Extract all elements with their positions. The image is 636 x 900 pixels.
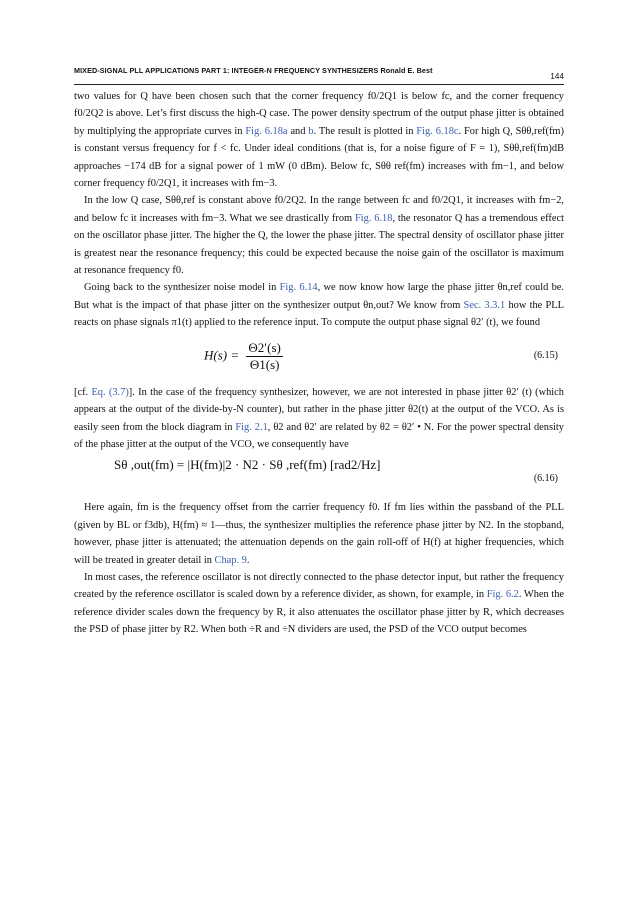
- paragraph-5: [74, 499, 564, 569]
- chapter-link[interactable]: Chap. 9: [214, 554, 247, 566]
- paragraph-text: In the low Q case, Sθθ,ref is constant above f0/2Q2. In the range between fc and f0/2Q1, it increases with fm−2, and below fc it increases with fm−3. What we see drastically from: [74, 195, 564, 224]
- figure-link[interactable]: Fig. 2.1: [235, 421, 268, 433]
- running-title-text: MIXED-SIGNAL PLL APPLICATIONS PART 1: INTEGER-N FREQUENCY SYNTHESIZERS: [74, 66, 379, 75]
- figure-link[interactable]: b: [308, 125, 314, 137]
- paragraph-3: [74, 279, 564, 331]
- paragraph-text: , the resonator Q has a tremendous effect on the oscillator phase jitter. The higher the Q, the lower the phase jitter. The spectral density of oscillator phase jitter is greatest near the resonance frequency; this could be expected because the noise gain of the oscillator is maximum at resonance frequency f0.: [74, 212, 564, 277]
- figure-link[interactable]: Fig. 6.18c: [416, 125, 459, 137]
- paragraph-text: . For high Q, Sθθ,ref(fm) is constant versus frequency for f < fc. Under ideal conditions (that is, for a noise figure of F = 1), Sθθ,ref(fm)dB approaches −174 dB for a signal power of 1 mW (0 dBm). Below fc, Sθθ ref(fm) increases with fm−1, and below corner frequency f0/2Q1, it increases with fm−3.: [74, 125, 564, 190]
- figure-link[interactable]: Fig. 6.18: [354, 212, 393, 224]
- figure-link[interactable]: Fig. 6.2: [486, 589, 519, 601]
- paragraph-text: Going back to the synthesizer noise model in: [84, 282, 277, 294]
- paragraph-text: Here again, fm is the frequency offset from the carrier frequency f0. If fm lies within the passband of the PLL (given by BL or f3db), H(fm) ≈ 1—thus, the synthesizer multiplies the reference phase jitter by N2. In the stopband, however, phase jitter is attenuated; the attenuation depends on the gain roll-off of H(f) at higher frequencies, which will be treated in greater detail in: [74, 502, 564, 566]
- equation-6-16: [74, 455, 564, 495]
- equation-formula: Sθ ,out(fm) = |H(fm)|2 · N2 · Sθ ,ref(fm) [rad2/Hz]: [114, 457, 381, 473]
- paragraph-text: two values for Q have been chosen such that the corner frequency f0/2Q1 is below fc, and the corner frequency f0/2Q2 is above. Let’s first discuss the high-Q case. The power density spectrum of the output phase jitter is obtained by multiplying the appropriate curves in: [74, 91, 564, 137]
- fraction-denominator: Θ1(s): [249, 356, 280, 372]
- running-header: [74, 62, 564, 84]
- paragraph-text: , θ2 and θ2′ are related by θ2 = θ2′ • N. For the power spectral density of the phase jitter at the output of the VCO, we consequently have: [74, 421, 564, 450]
- document-page: [74, 62, 564, 639]
- paragraph-text: and: [290, 125, 306, 137]
- paragraph-text: In most cases, the reference oscillator is not directly connected to the phase detector input, but rather the frequency created by the reference oscillator is scaled down by a reference divider, as shown, for example, in: [74, 571, 564, 601]
- equation-fraction: [246, 340, 282, 373]
- equation-6-15: [74, 336, 564, 380]
- author-name: Ronald E. Best: [380, 66, 433, 75]
- paragraph-text: ]. In the case of the frequency synthesizer, however, we are not interested in phase jitter θ2′ (t) (which appears at the output of the divide-by-N counter), but rather in the phase jitter θ2(t) at the output of the VCO. As is easily seen from the block diagram in: [74, 386, 564, 433]
- section-link[interactable]: Sec. 3.3.1: [463, 299, 506, 311]
- equation-number: (6.16): [533, 473, 558, 485]
- paragraph-text: [cf.: [74, 386, 89, 398]
- paragraph-1: [74, 88, 564, 192]
- fraction-numerator: Θ2′(s): [248, 339, 281, 355]
- paragraph-text: . When the reference divider scales down the frequency by R, it also attenuates the oscillator phase jitter by R, which decreases the PSD of phase jitter by R2. When both ÷R and ÷N dividers are used, the PSD of the VCO output becomes: [74, 589, 565, 636]
- page-number: 144: [550, 72, 564, 81]
- paragraph-text: . The result is plotted in: [313, 125, 414, 137]
- figure-link[interactable]: Fig. 6.14: [279, 282, 318, 294]
- figure-link[interactable]: Fig. 6.18a: [245, 125, 288, 137]
- paragraph-text: , we now know how large the phase jitter θn,ref could be. But what is the impact of that phase jitter on the synthesizer output θn,out? We know from: [74, 282, 565, 311]
- equation-number: (6.15): [533, 349, 558, 361]
- equation-lhs: H(s) =: [204, 347, 240, 363]
- paragraph-text: how the PLL reacts on phase signals π1(t) applied to the reference input. To compute the output phase signal θ2′ (t), we found: [74, 299, 564, 329]
- equation-link[interactable]: Eq. (3.7): [91, 386, 129, 398]
- header-rule: [74, 84, 564, 85]
- paragraph-4: [74, 384, 564, 454]
- paragraph-6: [74, 569, 564, 639]
- paragraph-2: [74, 192, 564, 279]
- equation-formula: [204, 340, 283, 373]
- paragraph-text: .: [246, 554, 250, 566]
- running-title: [74, 66, 434, 75]
